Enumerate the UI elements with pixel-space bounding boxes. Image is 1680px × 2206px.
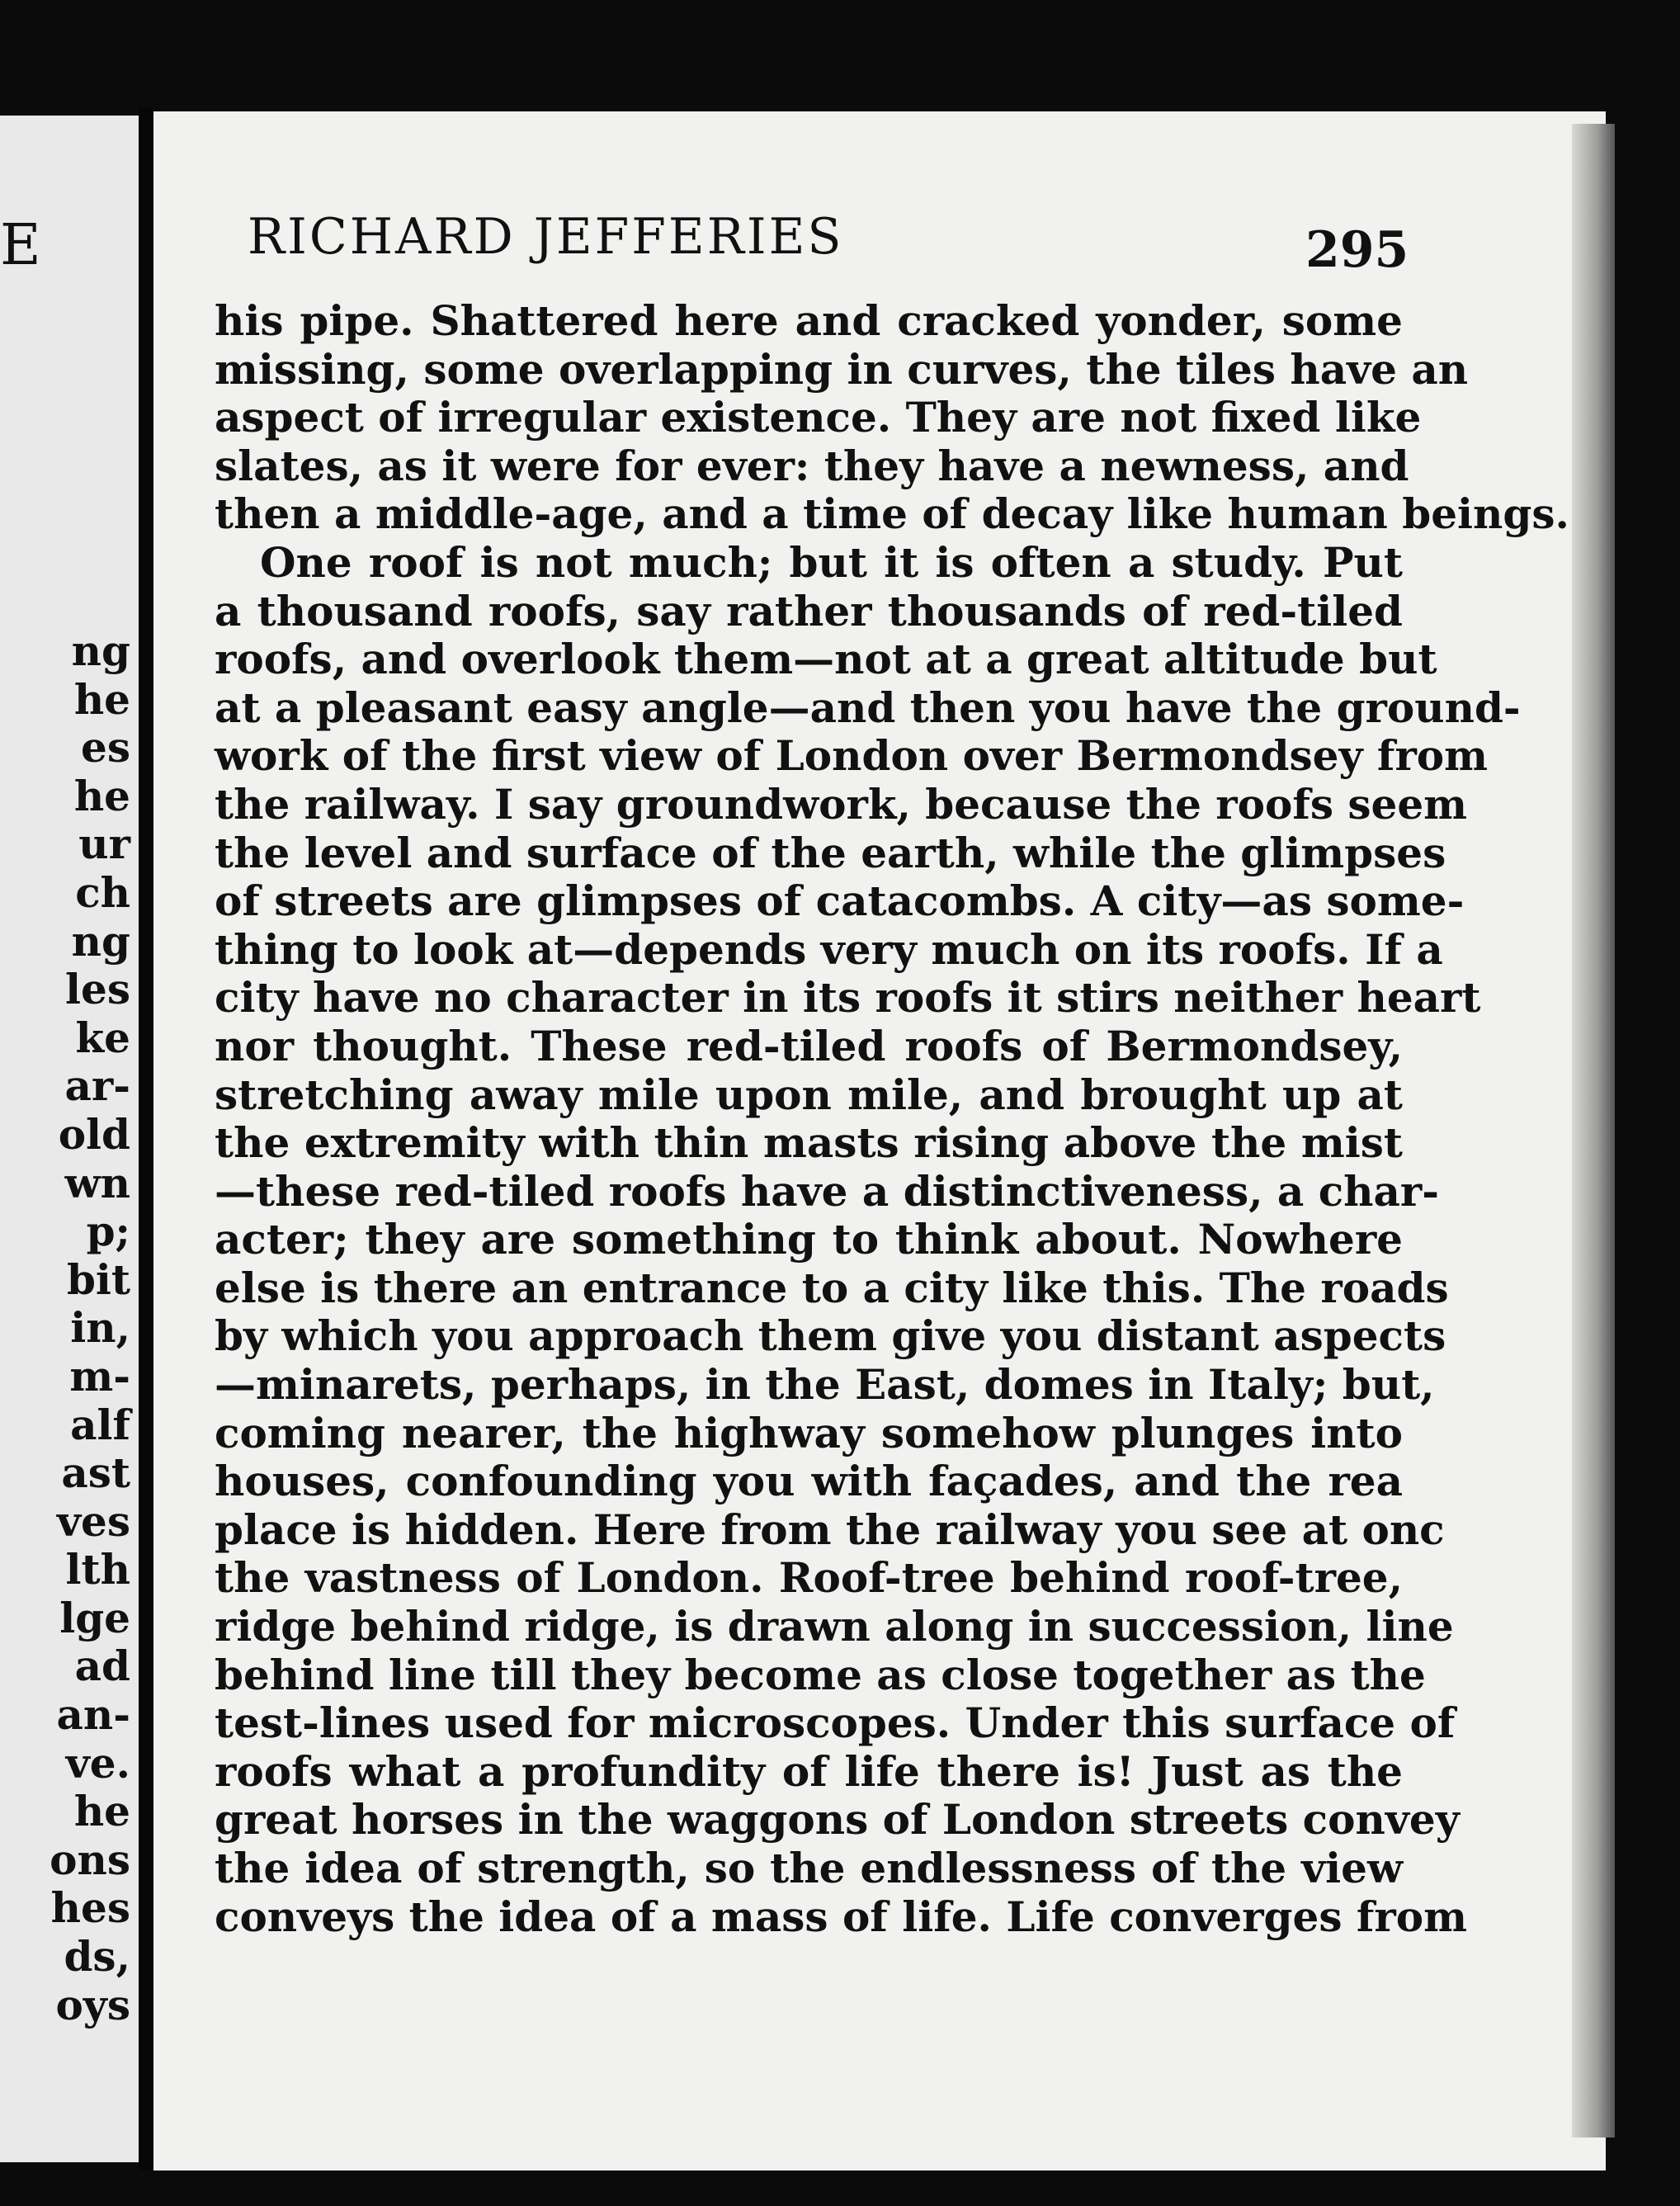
line-fragment: ch: [75, 867, 130, 917]
text-line: the extremity with thin masts rising above the mist: [215, 1118, 1403, 1168]
line-fragment: ar-: [64, 1061, 130, 1111]
line-fragment: bit: [66, 1254, 130, 1304]
text-line: stretching away mile upon mile, and brought up at: [215, 1070, 1403, 1119]
text-line: missing, some overlapping in curves, the tiles have an: [215, 344, 1469, 394]
line-fragment: ds,: [64, 1932, 130, 1982]
running-head: RICHARD JEFFERIES: [248, 208, 844, 266]
text-line: nor thought. These red-tiled roofs of Bermondsey,: [215, 1021, 1403, 1070]
line-fragment: p;: [86, 1207, 130, 1256]
text-line: the level and surface of the earth, while the glimpses: [215, 828, 1446, 877]
left-page-line-fragments: [0, 627, 139, 2029]
text-line: ridge behind ridge, is drawn along in succession, line: [215, 1602, 1454, 1651]
text-line: the idea of strength, so the endlessness of the view: [215, 1844, 1403, 1892]
text-line: a thousand roofs, say rather thousands of red-tiled: [215, 586, 1403, 635]
text-line: conveys the idea of a mass of life. Life converges from: [215, 1892, 1467, 1941]
text-line: test-lines used for microscopes. Under this surface of: [215, 1698, 1456, 1748]
left-page-header-fragment: E: [0, 213, 42, 278]
line-fragment: es: [81, 723, 130, 772]
line-fragment: oys: [55, 1980, 130, 2029]
line-fragment: he: [73, 674, 130, 724]
text-line: work of the first view of London over Bermondsey from: [215, 731, 1489, 781]
line-fragment: lge: [59, 1593, 130, 1642]
body-text: [215, 296, 1569, 1941]
line-fragment: old: [58, 1109, 130, 1159]
line-fragment: ons: [50, 1835, 130, 1884]
text-line: behind line till they become as close together as the: [215, 1650, 1426, 1699]
text-line: thing to look at—depends very much on its roofs. If a: [215, 924, 1443, 974]
text-line: aspect of irregular existence. They are not fixed like: [215, 393, 1422, 442]
line-fragment: he: [73, 771, 130, 820]
book-gutter: [139, 107, 153, 2171]
text-line: One roof is not much; but it is often a study. Put: [260, 537, 1403, 587]
text-line: at a pleasant easy angle—and then you have the ground-: [215, 683, 1521, 732]
line-fragment: wn: [64, 1158, 130, 1207]
text-line: roofs, and overlook them—not at a great altitude but: [215, 635, 1437, 684]
line-fragment: alf: [70, 1400, 130, 1449]
text-line: city have no character in its roofs it stirs neither heart: [215, 973, 1481, 1023]
line-fragment: an-: [56, 1690, 130, 1740]
text-line: his pipe. Shattered here and cracked yonder, some: [215, 296, 1403, 345]
text-line: of streets are glimpses of catacombs. A city—as some-: [215, 876, 1465, 926]
line-fragment: ad: [74, 1642, 130, 1691]
line-fragment: les: [65, 965, 130, 1014]
line-fragment: m-: [69, 1351, 130, 1401]
text-line: else is there an entrance to a city like this. The roads: [215, 1263, 1449, 1312]
line-fragment: ng: [71, 626, 130, 675]
line-fragment: ve.: [65, 1738, 130, 1788]
text-line: place is hidden. Here from the railway you see at onc: [215, 1505, 1445, 1554]
text-line: slates, as it were for ever: they have a newness, and: [215, 441, 1409, 490]
left-page-edge: [0, 116, 139, 2162]
line-fragment: ke: [75, 1013, 130, 1062]
line-fragment: ur: [78, 820, 130, 869]
text-line: the railway. I say groundwork, because the roofs seem: [215, 779, 1468, 829]
line-fragment: he: [73, 1787, 130, 1836]
line-fragment: ng: [71, 916, 130, 966]
text-line: great horses in the waggons of London streets convey: [215, 1795, 1460, 1845]
text-line: coming nearer, the highway somehow plunges into: [215, 1408, 1403, 1457]
text-line: by which you approach them give you distant aspects: [215, 1311, 1446, 1361]
line-fragment: ast: [61, 1448, 130, 1498]
line-fragment: hes: [50, 1883, 130, 1933]
text-line: roofs what a profundity of life there is! Just as the: [215, 1746, 1403, 1796]
text-line: the vastness of London. Roof-tree behind roof-tree,: [215, 1553, 1403, 1603]
page-edge-shadow: [1572, 124, 1615, 2138]
line-fragment: in,: [70, 1303, 130, 1353]
line-fragment: lth: [65, 1545, 130, 1594]
text-line: acter; they are something to think about. Nowhere: [215, 1215, 1403, 1264]
text-line: then a middle-age, and a time of decay like human beings.: [215, 489, 1569, 539]
text-line: —these red-tiled roofs have a distinctiveness, a char-: [215, 1166, 1440, 1216]
text-line: —minarets, perhaps, in the East, domes in Italy; but,: [215, 1360, 1435, 1410]
line-fragment: ves: [56, 1496, 130, 1546]
text-line: houses, confounding you with façades, and the rea: [215, 1457, 1403, 1506]
page-number: 295: [1305, 221, 1409, 279]
